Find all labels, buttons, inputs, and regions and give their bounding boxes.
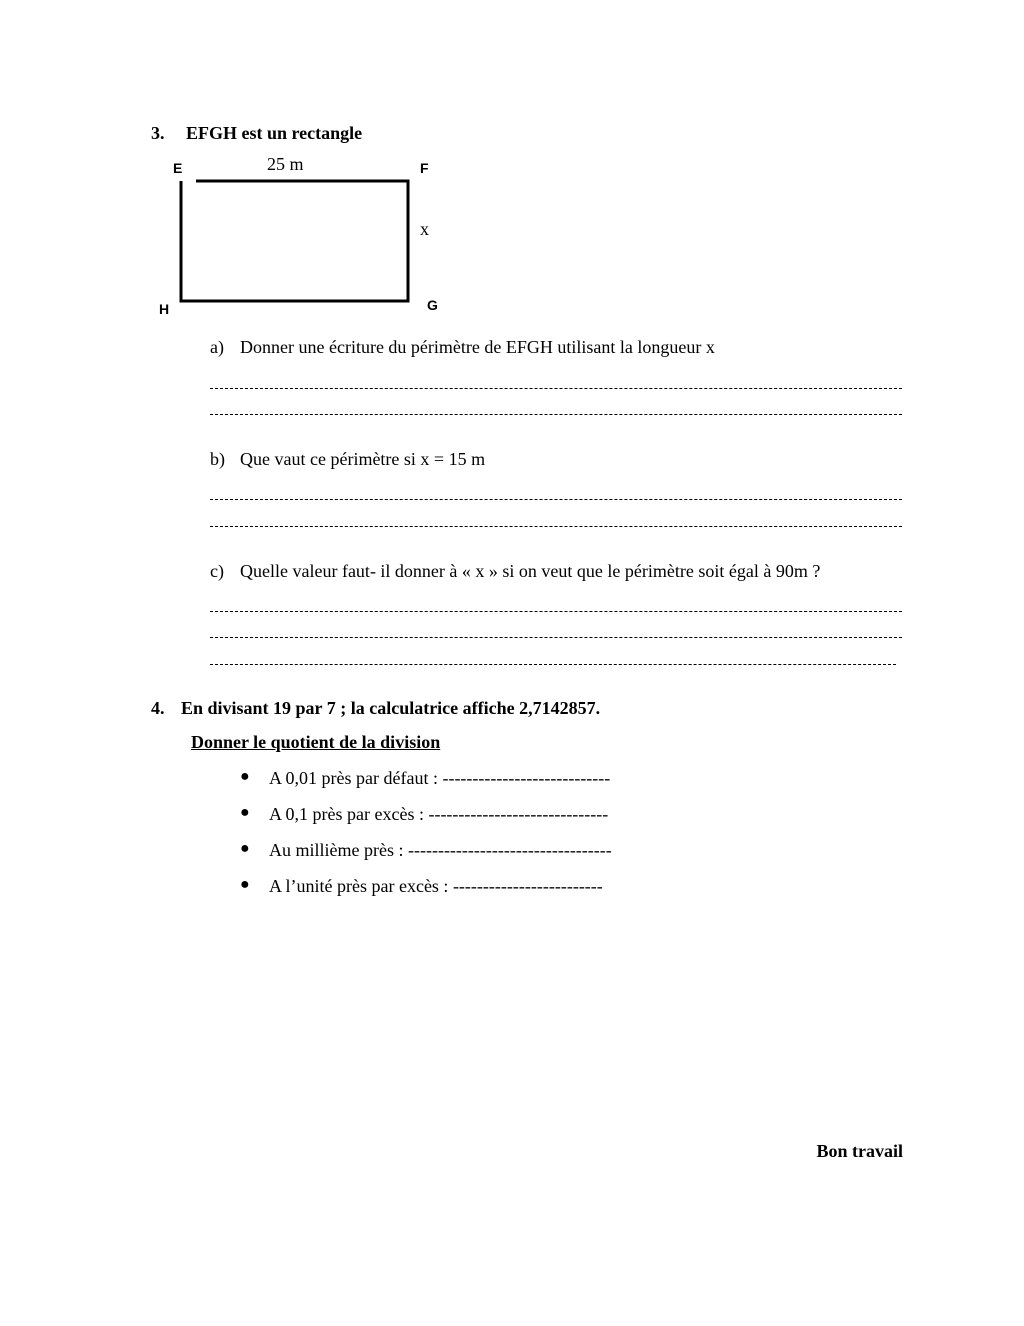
answer-line (210, 664, 896, 665)
answer-line (210, 611, 902, 612)
answer-line (210, 414, 902, 415)
answer-line (210, 388, 902, 389)
q3a-text: Donner une écriture du périmètre de EFGH utilisant la longueur x (240, 337, 715, 357)
q3a-letter: a) (210, 337, 224, 357)
vertex-label-e: E (173, 160, 183, 176)
q4-item: A 0,1 près par excès : ------------------------------ (269, 804, 609, 824)
q4-number: 4. (151, 698, 165, 718)
q3c-letter: c) (210, 561, 224, 581)
bullet-icon: ● (240, 876, 250, 893)
q4-subtitle: Donner le quotient de la division (191, 732, 441, 752)
vertex-label-h: H (159, 301, 170, 317)
bullet-icon: ● (240, 840, 250, 857)
q3b-letter: b) (210, 449, 225, 469)
q4-title: En divisant 19 par 7 ; la calculatrice affiche 2,7142857. (181, 698, 601, 718)
q4-item: A l’unité près par excès : ------------------------- (269, 876, 603, 896)
bullet-icon: ● (240, 804, 250, 821)
q4-item: Au millième près : ---------------------------------- (269, 840, 612, 860)
q3-title: EFGH est un rectangle (186, 123, 363, 143)
length-label-fg: x (420, 219, 429, 239)
length-label-ef: 25 m (267, 154, 304, 174)
q3-number: 3. (151, 123, 165, 143)
q3b-text: Que vaut ce périmètre si x = 15 m (240, 449, 486, 469)
bullet-icon: ● (240, 768, 250, 785)
answer-line (210, 499, 902, 500)
q3c-text: Quelle valeur faut- il donner à « x » si on veut que le périmètre soit égal à 90m ? (240, 561, 821, 581)
closing-text: Bon travail (816, 1141, 903, 1161)
rectangle-efgh (181, 181, 408, 301)
answer-line (210, 637, 902, 638)
answer-line (210, 526, 902, 527)
vertex-label-g: G (427, 297, 438, 313)
vertex-label-f: F (420, 160, 429, 176)
q4-item: A 0,01 près par défaut : ---------------------------- (269, 768, 611, 788)
